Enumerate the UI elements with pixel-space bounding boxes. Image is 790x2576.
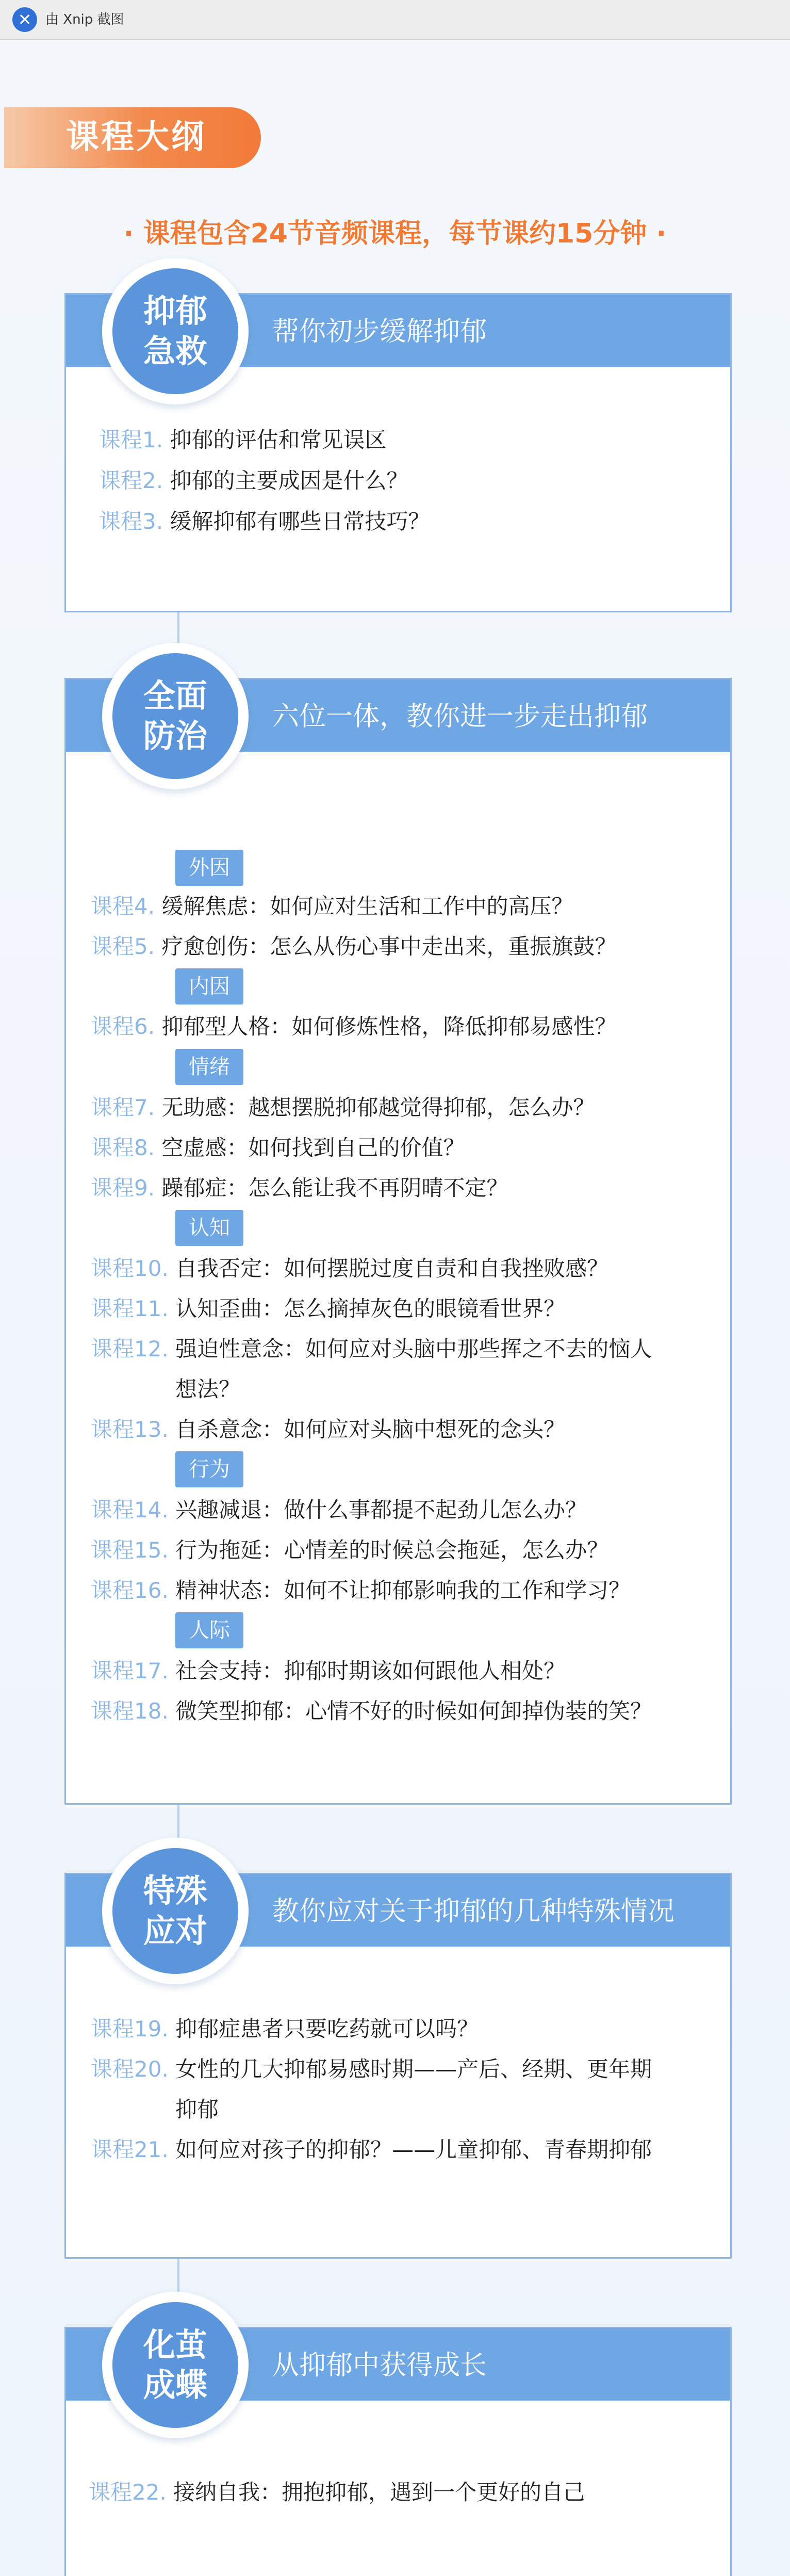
list-item bbox=[91, 1536, 608, 1565]
course-number: 课程4. bbox=[91, 894, 155, 919]
course-number: 课程1. bbox=[99, 427, 163, 452]
list-item bbox=[91, 2015, 479, 2044]
course-number: 课程21. bbox=[91, 2137, 169, 2162]
course-number: 课程20. bbox=[91, 2056, 169, 2082]
list-item bbox=[91, 1093, 595, 1122]
list-item bbox=[91, 932, 616, 961]
course-text: 抑郁的评估和常见误区 bbox=[170, 427, 387, 452]
course-number: 课程12. bbox=[91, 1336, 169, 1362]
course-text: 微笑型抑郁：心情不好的时候如何卸掉伪装的笑？ bbox=[175, 1698, 652, 1724]
window-titlebar bbox=[0, 0, 790, 40]
outline-tab bbox=[4, 107, 261, 168]
course-text: 抑郁型人格：如何修炼性格，降低抑郁易感性？ bbox=[161, 1014, 617, 1039]
course-text: 兴趣减退：做什么事都提不起劲儿怎么办？ bbox=[175, 1497, 587, 1522]
course-number: 课程17. bbox=[91, 1658, 169, 1683]
list-item bbox=[99, 466, 408, 495]
list-item bbox=[91, 892, 573, 921]
course-text: 自我否定：如何摆脱过度自责和自我挫败感？ bbox=[175, 1256, 609, 1281]
category-tag: 外因 bbox=[175, 850, 243, 886]
course-text: 缓解抑郁有哪些日常技巧？ bbox=[170, 509, 430, 534]
course-text: 疗愈创伤：怎么从伤心事中走出来，重振旗鼓？ bbox=[161, 934, 617, 959]
section-badge-circle bbox=[112, 1848, 238, 1974]
course-number: 课程11. bbox=[91, 1296, 169, 1321]
list-item bbox=[91, 1657, 565, 1686]
course-number: 课程14. bbox=[91, 1497, 169, 1522]
category-tag: 情绪 bbox=[175, 1049, 243, 1085]
section-badge-circle bbox=[112, 2302, 238, 2428]
course-text: 躁郁症：怎么能让我不再阴晴不定？ bbox=[161, 1175, 508, 1201]
category-tag: 内因 bbox=[175, 968, 243, 1005]
course-number: 课程10. bbox=[91, 1256, 169, 1281]
section-title: 帮你初步缓解抑郁 bbox=[272, 316, 487, 347]
list-item bbox=[91, 1254, 608, 1283]
list-item bbox=[99, 426, 386, 455]
list-item bbox=[91, 1576, 630, 1605]
course-number: 课程16. bbox=[91, 1578, 169, 1603]
badge-line: 特殊 bbox=[143, 1872, 207, 1909]
section-badge bbox=[102, 1838, 249, 1984]
window-title: 由 Xnip 截图 bbox=[45, 12, 124, 27]
course-number: 课程22. bbox=[89, 2480, 167, 2505]
section-badge bbox=[102, 2292, 249, 2438]
list-item bbox=[91, 1335, 652, 1364]
badge-line: 成蝶 bbox=[143, 2366, 207, 2404]
course-number: 课程19. bbox=[91, 2016, 169, 2042]
course-text: 如何应对孩子的抑郁？——儿童抑郁、青春期抑郁 bbox=[175, 2137, 652, 2162]
course-number: 课程9. bbox=[91, 1175, 155, 1201]
course-outline-page bbox=[0, 40, 790, 2572]
badge-line: 防治 bbox=[143, 717, 207, 755]
course-text: 无助感：越想摆脱抑郁越觉得抑郁，怎么办？ bbox=[161, 1095, 595, 1120]
course-text: 社会支持：抑郁时期该如何跟他人相处？ bbox=[175, 1658, 566, 1683]
list-item bbox=[91, 2135, 652, 2164]
list-item bbox=[91, 2055, 652, 2084]
course-text: 抑郁的主要成因是什么？ bbox=[170, 468, 408, 493]
course-number: 课程2. bbox=[99, 468, 163, 493]
badge-line: 急救 bbox=[143, 332, 207, 370]
list-item bbox=[99, 507, 430, 536]
list-item bbox=[89, 2478, 585, 2507]
course-text: 强迫性意念：如何应对头脑中那些挥之不去的恼人 bbox=[175, 1336, 652, 1362]
course-text: 行为拖延：心情差的时候总会拖延，怎么办？ bbox=[175, 1537, 609, 1563]
list-item bbox=[91, 1133, 465, 1162]
course-number: 课程18. bbox=[91, 1698, 169, 1724]
list-item bbox=[91, 1415, 565, 1444]
course-number: 课程7. bbox=[91, 1095, 155, 1120]
course-text: 认知歪曲：怎么摘掉灰色的眼镜看世界？ bbox=[175, 1296, 566, 1321]
category-tag: 认知 bbox=[175, 1210, 243, 1246]
course-text: 接纳自我：拥抱抑郁，遇到一个更好的自己 bbox=[173, 2480, 585, 2505]
list-item bbox=[91, 1174, 508, 1203]
course-text: 空虚感：如何找到自己的价值？ bbox=[161, 1135, 465, 1160]
course-text-continued: 抑郁 bbox=[175, 2097, 219, 2122]
category-tag: 人际 bbox=[175, 1612, 243, 1648]
course-text-continued: 想法？ bbox=[175, 1376, 241, 1402]
section-card-comprehensive bbox=[64, 678, 732, 1805]
section-badge bbox=[102, 643, 249, 789]
badge-line: 化茧 bbox=[143, 2326, 207, 2363]
course-number: 课程3. bbox=[99, 509, 163, 534]
outline-tab-label: 课程大纲 bbox=[66, 118, 206, 156]
badge-line: 应对 bbox=[143, 1912, 207, 1950]
course-number: 课程6. bbox=[91, 1014, 155, 1039]
xnip-icon[interactable]: ✕ bbox=[12, 7, 37, 32]
category-tag: 行为 bbox=[175, 1451, 243, 1487]
course-text: 缓解焦虑：如何应对生活和工作中的高压？ bbox=[161, 894, 573, 919]
list-item bbox=[91, 1012, 616, 1041]
course-text: 女性的几大抑郁易感时期——产后、经期、更年期 bbox=[175, 2056, 652, 2082]
course-text: 精神状态：如何不让抑郁影响我的工作和学习？ bbox=[175, 1578, 631, 1603]
section-title: 从抑郁中获得成长 bbox=[272, 2350, 487, 2381]
badge-line: 全面 bbox=[143, 677, 207, 715]
course-number: 课程5. bbox=[91, 934, 155, 959]
list-item bbox=[91, 1697, 652, 1726]
section-badge-circle bbox=[112, 653, 238, 779]
course-number: 课程8. bbox=[91, 1135, 155, 1160]
list-item bbox=[91, 1294, 565, 1323]
section-badge-circle bbox=[112, 268, 238, 394]
list-item bbox=[91, 1496, 587, 1525]
course-intro: · 课程包含24节音频课程，每节课约15分钟 · bbox=[123, 218, 667, 249]
section-title: 六位一体，教你进一步走出抑郁 bbox=[272, 701, 648, 732]
course-number: 课程15. bbox=[91, 1537, 169, 1563]
course-number: 课程13. bbox=[91, 1417, 169, 1442]
course-text: 抑郁症患者只要吃药就可以吗？ bbox=[175, 2016, 479, 2042]
course-text: 自杀意念：如何应对头脑中想死的念头？ bbox=[175, 1417, 566, 1442]
section-badge bbox=[102, 258, 249, 404]
badge-line: 抑郁 bbox=[143, 292, 207, 330]
section-title: 教你应对关于抑郁的几种特殊情况 bbox=[272, 1896, 675, 1927]
